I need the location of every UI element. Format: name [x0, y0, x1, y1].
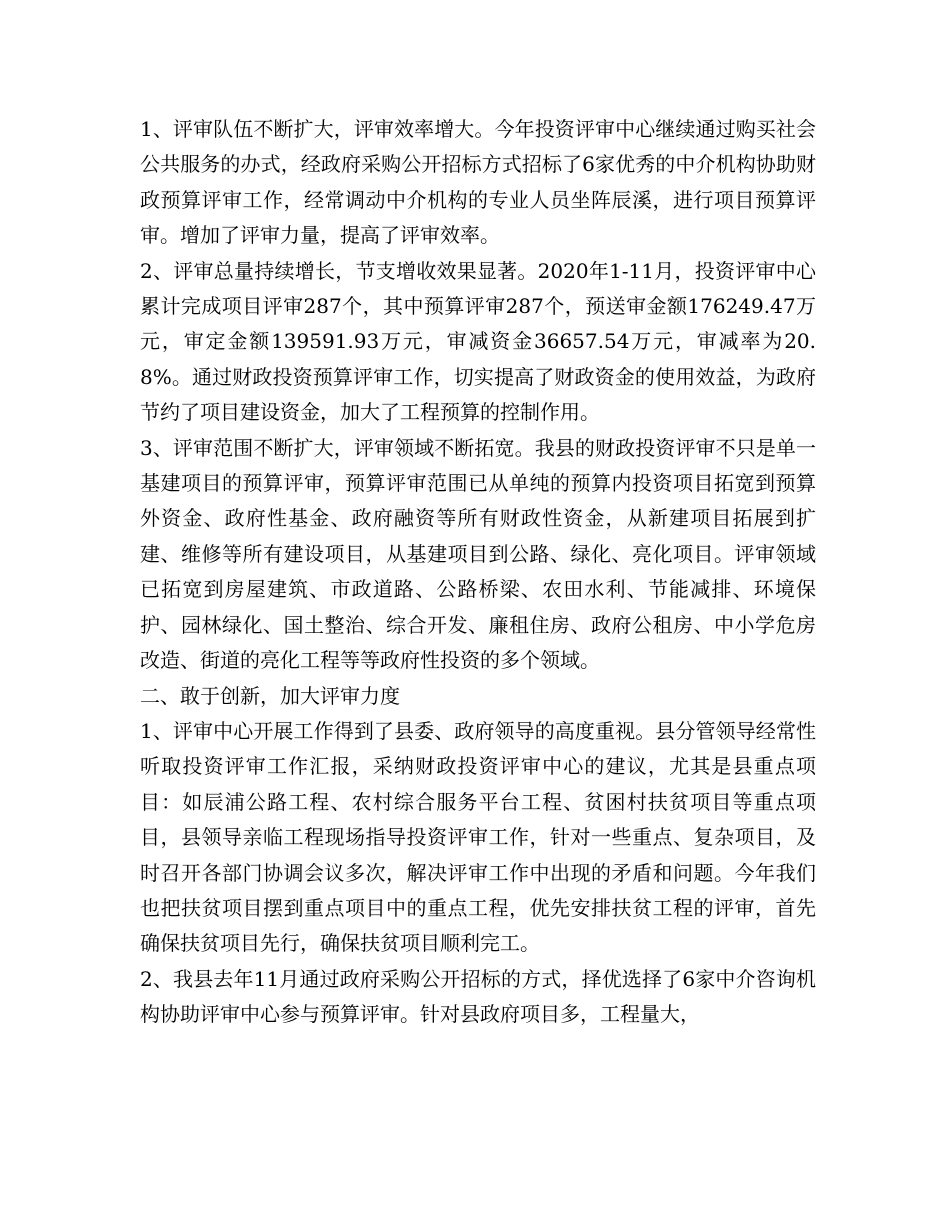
paragraph-review-team: 1、评审队伍不断扩大，评审效率增大。今年投资评审中心继续通过购买社会公共服务的办式，经政府采购公开招标方式招标了6家优秀的中介机构协助财政预算评审工作，经常调动中介机构的专业人员坐阵辰溪，进行项目预算评审。增加了评审力量，提高了评审效率。 — [140, 117, 816, 248]
paragraph-review-scope: 3、评审范围不断扩大，评审领域不断拓宽。我县的财政投资评审不只是单一基建项目的预算评审，预算评审范围已从单纯的预算内投资项目拓宽到预算外资金、政府性基金、政府融资等所有财政性资金，从新建项目拓展到扩建、维修等所有建设项目，从基建项目到公路、绿化、亮化项目。评审领域已拓宽到房屋建筑、市政道路、公路桥梁、农田水利、节能减排、环境保护、园林绿化、国土整治、综合开发、廉租住房、政府公租房、中小学危房改造、街道的亮化工程等等政府性投资的多个领域。 — [140, 435, 816, 673]
paragraph-procurement: 2、我县去年11月通过政府采购公开招标的方式，择优选择了6家中介咨询机构协助评审中心参与预算评审。针对县政府项目多，工程量大， — [140, 966, 816, 1027]
paragraph-review-volume: 2、评审总量持续增长，节支增收效果显著。2020年1-11月，投资评审中心累计完成项目评审287个，其中预算评审287个，预送审金额176249.47万元，审定金额139591.93万元，审减资金36657.54万元，审减率为20.8%。通过财政投资预算评审工作，切实提高了财政资金的使用效益，为政府节约了项目建设资金，加大了工程预算的控制作用。 — [140, 258, 816, 425]
section-heading-innovation: 二、敢于创新，加大评审力度 — [140, 683, 400, 708]
document-body — [140, 112, 816, 1033]
paragraph-leadership-attention: 1、评审中心开展工作得到了县委、政府领导的高度重视。县分管领导经常性听取投资评审工作汇报，采纳财政投资评审中心的建议，尤其是县重点项目：如辰浦公路工程、农村综合服务平台工程、贫困村扶贫项目等重点项目，县领导亲临工程现场指导投资评审工作，针对一些重点、复杂项目，及时召开各部门协调会议多次，解决评审工作中出现的矛盾和问题。今年我们也把扶贫项目摆到重点项目中的重点工程，优先安排扶贫工程的评审，首先确保扶贫项目先行，确保扶贫项目顺利完工。 — [140, 718, 816, 956]
